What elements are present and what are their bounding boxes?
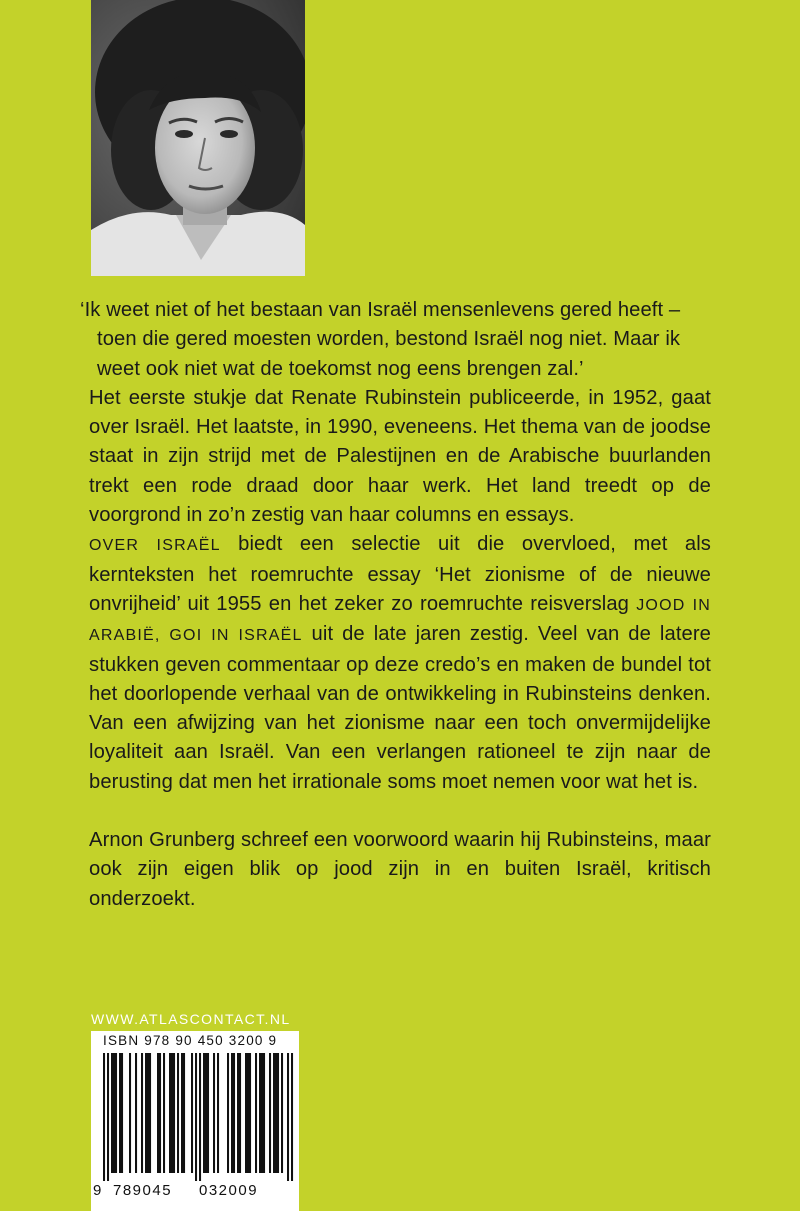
author-photo	[91, 0, 305, 276]
barcode-bar	[203, 1053, 205, 1173]
barcode-bar	[287, 1053, 289, 1181]
travelogue-title: JOOD IN ARABIË, GOI IN ISRAËL	[89, 596, 712, 645]
barcode-bar	[119, 1053, 121, 1173]
barcode-bar	[141, 1053, 143, 1173]
barcode-bar	[169, 1053, 171, 1173]
barcode-bar	[275, 1053, 277, 1173]
quote-line: toen die gered moesten worden, bestond Israël nog niet. Maar ik	[97, 328, 681, 351]
barcode-bar	[177, 1053, 179, 1173]
barcode-bar	[237, 1053, 239, 1173]
barcode-bar	[239, 1053, 241, 1173]
barcode-bar	[103, 1053, 105, 1181]
barcode-bar	[277, 1053, 279, 1173]
barcode-bar	[121, 1053, 123, 1173]
barcode-bar	[233, 1053, 235, 1173]
barcode-bar	[181, 1053, 183, 1173]
barcode-bar	[281, 1053, 283, 1173]
barcode-bars	[91, 1053, 299, 1181]
quote-line: ‘Ik weet niet of het bestaan van Israël mensenlevens gered heeft –	[80, 299, 681, 321]
barcode-bar	[163, 1053, 165, 1173]
barcode-bar	[129, 1053, 131, 1173]
paragraph-selection	[89, 530, 711, 797]
barcode-bar	[145, 1053, 147, 1173]
barcode-bar	[259, 1053, 261, 1173]
barcode-bar	[207, 1053, 209, 1173]
barcode-digits-right: 032009	[199, 1182, 259, 1199]
barcode-bar	[245, 1053, 247, 1173]
barcode-bar	[273, 1053, 275, 1173]
barcode-digits-left: 789045	[113, 1182, 173, 1199]
barcode-bar	[261, 1053, 263, 1173]
quote-line: weet ook niet wat de toekomst nog eens brengen zal.’	[97, 357, 584, 380]
barcode-bar	[157, 1053, 159, 1173]
barcode-bar	[195, 1053, 197, 1181]
barcode-bar	[149, 1053, 151, 1173]
barcode-bar	[173, 1053, 175, 1173]
book-title: OVER ISRAËL	[89, 537, 221, 555]
barcode-bar	[113, 1053, 115, 1173]
isbn-barcode	[91, 1031, 299, 1211]
barcode-bar	[191, 1053, 193, 1173]
barcode-bar	[205, 1053, 207, 1173]
back-cover-text	[80, 296, 712, 914]
barcode-bar	[171, 1053, 173, 1173]
barcode-bar	[291, 1053, 293, 1181]
isbn-label: ISBN 978 90 450 3200 9	[103, 1033, 278, 1048]
barcode-bar	[107, 1053, 109, 1181]
barcode-bar	[269, 1053, 271, 1173]
barcode-bar	[227, 1053, 229, 1173]
barcode-bar	[111, 1053, 113, 1173]
barcode-bar	[115, 1053, 117, 1173]
paragraph-text: biedt een selectie uit die overvloed, met als kernteksten het roemruchte essay ‘Het zionisme of de nieuwe onvrijheid’ uit 1955 en het zeker zo roemruchte reisverslag	[89, 533, 711, 615]
barcode-bar	[217, 1053, 219, 1173]
barcode-bar	[249, 1053, 251, 1173]
paragraph-intro: Het eerste stukje dat Renate Rubinstein publiceerde, in 1952, gaat over Israël. Het laatste, in 1990, eveneens. Het thema van de joodse staat in zijn strijd met de Palestijnen en de Arabische buurlanden trekt een rode draad door haar werk. Het land treedt op de voorgrond in zo’n zestig van haar columns en essays.	[89, 386, 711, 527]
paragraph-foreword: Arnon Grunberg schreef een voorwoord waarin hij Rubinsteins, maar ook zijn eigen blik op jood zijn in en buiten Israël, kritisch onderzoekt.	[89, 829, 711, 910]
barcode-digit-lead: 9	[93, 1182, 103, 1199]
barcode-bar	[247, 1053, 249, 1173]
publisher-website: WWW.ATLASCONTACT.NL	[91, 1011, 291, 1027]
barcode-bar	[231, 1053, 233, 1173]
barcode-bar	[213, 1053, 215, 1173]
barcode-bar	[183, 1053, 185, 1173]
barcode-bar	[255, 1053, 257, 1173]
barcode-bar	[147, 1053, 149, 1173]
opening-quote	[80, 296, 711, 384]
barcode-bar	[159, 1053, 161, 1173]
paragraph-text: uit de late jaren zestig. Veel van de latere stukken geven commentaar op deze credo’s en maken de bundel tot het doorlopende verhaal van de ontwikkeling in Rubinsteins denken. Van een afwijzing van het zionisme naar een toch onvermijdelijke loyaliteit aan Israël. Van een verlangen rationeel te zijn naar de berusting dat men het irrationale soms moet nemen voor wat het is.	[89, 623, 711, 793]
barcode-bar	[135, 1053, 137, 1173]
barcode-bar	[263, 1053, 265, 1173]
barcode-bar	[199, 1053, 201, 1181]
